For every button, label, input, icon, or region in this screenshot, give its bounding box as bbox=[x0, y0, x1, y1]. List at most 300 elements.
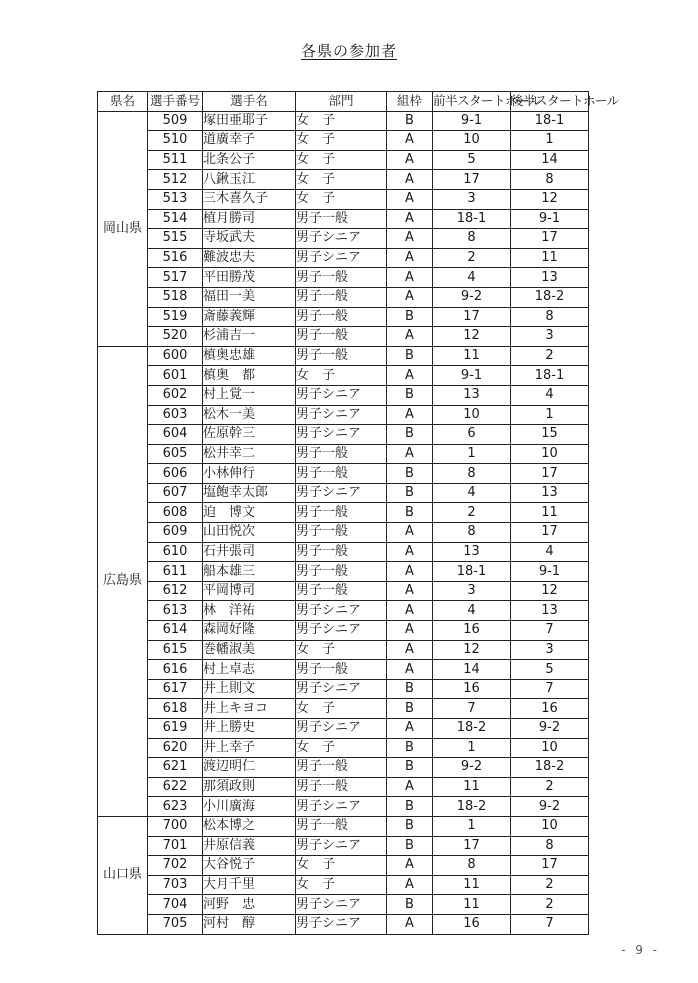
table-row bbox=[98, 483, 589, 503]
player-name-cell: 槙奥 都 bbox=[203, 366, 296, 386]
player-name-cell: 村上覚一 bbox=[203, 385, 296, 405]
player-name-cell: 松本博之 bbox=[203, 816, 296, 836]
player-no-cell: 609 bbox=[148, 523, 203, 543]
group-cell: B bbox=[387, 307, 433, 327]
first-half-start-cell: 17 bbox=[433, 836, 511, 856]
table-row bbox=[98, 405, 589, 425]
second-half-start-cell: 10 bbox=[511, 738, 589, 758]
division-cell: 男子一般 bbox=[296, 464, 387, 484]
group-cell: B bbox=[387, 797, 433, 817]
second-half-start-cell: 8 bbox=[511, 836, 589, 856]
player-no-cell: 603 bbox=[148, 405, 203, 425]
group-cell: A bbox=[387, 287, 433, 307]
division-cell: 男子シニア bbox=[296, 895, 387, 915]
division-cell: 女 子 bbox=[296, 738, 387, 758]
first-half-start-cell: 18-1 bbox=[433, 209, 511, 229]
table-row bbox=[98, 816, 589, 836]
division-cell: 男子一般 bbox=[296, 758, 387, 778]
player-name-cell: 道廣幸子 bbox=[203, 131, 296, 151]
player-name-cell: 三木喜久子 bbox=[203, 189, 296, 209]
first-half-start-cell: 13 bbox=[433, 385, 511, 405]
table-row bbox=[98, 679, 589, 699]
group-cell: A bbox=[387, 542, 433, 562]
player-name-cell: 那須政則 bbox=[203, 777, 296, 797]
player-name-cell: 河村 醇 bbox=[203, 914, 296, 934]
group-cell: B bbox=[387, 464, 433, 484]
table-row bbox=[98, 209, 589, 229]
player-no-cell: 703 bbox=[148, 875, 203, 895]
table-row bbox=[98, 503, 589, 523]
table-row bbox=[98, 895, 589, 915]
player-name-cell: 松木一美 bbox=[203, 405, 296, 425]
player-name-cell: 石井張司 bbox=[203, 542, 296, 562]
division-cell: 男子一般 bbox=[296, 542, 387, 562]
group-cell: B bbox=[387, 758, 433, 778]
division-cell: 男子シニア bbox=[296, 229, 387, 249]
player-no-cell: 520 bbox=[148, 327, 203, 347]
table-row bbox=[98, 131, 589, 151]
second-half-start-cell: 7 bbox=[511, 679, 589, 699]
player-no-cell: 600 bbox=[148, 346, 203, 366]
player-no-cell: 618 bbox=[148, 699, 203, 719]
table-row bbox=[98, 640, 589, 660]
group-cell: A bbox=[387, 777, 433, 797]
player-name-cell: 佐原幹三 bbox=[203, 425, 296, 445]
group-cell: A bbox=[387, 229, 433, 249]
second-half-start-cell: 18-2 bbox=[511, 287, 589, 307]
division-cell: 男子一般 bbox=[296, 816, 387, 836]
first-half-start-cell: 10 bbox=[433, 131, 511, 151]
second-half-start-cell: 13 bbox=[511, 268, 589, 288]
player-no-cell: 705 bbox=[148, 914, 203, 934]
player-name-cell: 船本雄三 bbox=[203, 562, 296, 582]
second-half-start-cell: 10 bbox=[511, 816, 589, 836]
group-cell: B bbox=[387, 738, 433, 758]
table-row bbox=[98, 111, 589, 131]
division-cell: 女 子 bbox=[296, 875, 387, 895]
second-half-start-cell: 15 bbox=[511, 425, 589, 445]
player-no-cell: 700 bbox=[148, 816, 203, 836]
division-cell: 男子一般 bbox=[296, 777, 387, 797]
division-cell: 男子一般 bbox=[296, 209, 387, 229]
group-cell: B bbox=[387, 836, 433, 856]
table-body bbox=[98, 111, 589, 934]
table-row bbox=[98, 542, 589, 562]
table-row bbox=[98, 719, 589, 739]
table-row bbox=[98, 170, 589, 190]
table-row bbox=[98, 581, 589, 601]
first-half-start-cell: 18-1 bbox=[433, 562, 511, 582]
group-cell: A bbox=[387, 719, 433, 739]
division-cell: 男子一般 bbox=[296, 444, 387, 464]
second-half-start-cell: 18-1 bbox=[511, 111, 589, 131]
table-row bbox=[98, 366, 589, 386]
table-row bbox=[98, 464, 589, 484]
table-row bbox=[98, 621, 589, 641]
group-cell: A bbox=[387, 150, 433, 170]
group-cell: A bbox=[387, 856, 433, 876]
second-half-start-cell: 8 bbox=[511, 170, 589, 190]
document-title: 各県の参加者 bbox=[300, 42, 397, 60]
first-half-start-cell: 11 bbox=[433, 895, 511, 915]
player-no-cell: 517 bbox=[148, 268, 203, 288]
header-division: 部門 bbox=[296, 92, 387, 112]
first-half-start-cell: 8 bbox=[433, 856, 511, 876]
second-half-start-cell: 1 bbox=[511, 405, 589, 425]
table-row bbox=[98, 189, 589, 209]
first-half-start-cell: 12 bbox=[433, 640, 511, 660]
division-cell: 男子一般 bbox=[296, 287, 387, 307]
player-name-cell: 大谷悦子 bbox=[203, 856, 296, 876]
player-no-cell: 704 bbox=[148, 895, 203, 915]
player-name-cell: 塚田亜耶子 bbox=[203, 111, 296, 131]
table-row bbox=[98, 385, 589, 405]
player-name-cell: 迫 博文 bbox=[203, 503, 296, 523]
player-name-cell: 平岡博司 bbox=[203, 581, 296, 601]
division-cell: 男子シニア bbox=[296, 601, 387, 621]
division-cell: 男子一般 bbox=[296, 660, 387, 680]
second-half-start-cell: 17 bbox=[511, 856, 589, 876]
table-row bbox=[98, 758, 589, 778]
second-half-start-cell: 18-1 bbox=[511, 366, 589, 386]
group-cell: A bbox=[387, 170, 433, 190]
division-cell: 女 子 bbox=[296, 170, 387, 190]
first-half-start-cell: 8 bbox=[433, 229, 511, 249]
group-cell: A bbox=[387, 562, 433, 582]
division-cell: 女 子 bbox=[296, 856, 387, 876]
second-half-start-cell: 13 bbox=[511, 601, 589, 621]
group-cell: A bbox=[387, 875, 433, 895]
second-half-start-cell: 2 bbox=[511, 777, 589, 797]
first-half-start-cell: 13 bbox=[433, 542, 511, 562]
second-half-start-cell: 17 bbox=[511, 229, 589, 249]
player-name-cell: 山田悦次 bbox=[203, 523, 296, 543]
first-half-start-cell: 18-2 bbox=[433, 719, 511, 739]
division-cell: 男子シニア bbox=[296, 405, 387, 425]
player-no-cell: 512 bbox=[148, 170, 203, 190]
player-no-cell: 514 bbox=[148, 209, 203, 229]
table-row bbox=[98, 444, 589, 464]
second-half-start-cell: 12 bbox=[511, 581, 589, 601]
table-row bbox=[98, 425, 589, 445]
division-cell: 男子シニア bbox=[296, 385, 387, 405]
player-name-cell: 北条公子 bbox=[203, 150, 296, 170]
first-half-start-cell: 11 bbox=[433, 346, 511, 366]
player-name-cell: 槙奥忠雄 bbox=[203, 346, 296, 366]
table-row bbox=[98, 777, 589, 797]
participants-table bbox=[97, 91, 619, 935]
player-name-cell: 塩飽幸太郎 bbox=[203, 483, 296, 503]
division-cell: 男子シニア bbox=[296, 836, 387, 856]
first-half-start-cell: 17 bbox=[433, 307, 511, 327]
division-cell: 男子一般 bbox=[296, 307, 387, 327]
table-row bbox=[98, 836, 589, 856]
header-second-half-start: 後半スタートホール bbox=[511, 92, 589, 112]
group-cell: A bbox=[387, 621, 433, 641]
group-cell: A bbox=[387, 327, 433, 347]
table-row bbox=[98, 699, 589, 719]
group-cell: A bbox=[387, 366, 433, 386]
player-no-cell: 608 bbox=[148, 503, 203, 523]
group-cell: A bbox=[387, 131, 433, 151]
group-cell: B bbox=[387, 816, 433, 836]
group-cell: B bbox=[387, 895, 433, 915]
second-half-start-cell: 9-2 bbox=[511, 797, 589, 817]
prefecture-cell: 山口県 bbox=[98, 816, 148, 934]
player-no-cell: 623 bbox=[148, 797, 203, 817]
player-no-cell: 701 bbox=[148, 836, 203, 856]
player-name-cell: 井上キヨコ bbox=[203, 699, 296, 719]
second-half-start-cell: 12 bbox=[511, 189, 589, 209]
player-name-cell: 平田勝茂 bbox=[203, 268, 296, 288]
second-half-start-cell: 5 bbox=[511, 660, 589, 680]
player-no-cell: 614 bbox=[148, 621, 203, 641]
second-half-start-cell: 9-2 bbox=[511, 719, 589, 739]
division-cell: 男子一般 bbox=[296, 581, 387, 601]
group-cell: A bbox=[387, 914, 433, 934]
division-cell: 女 子 bbox=[296, 699, 387, 719]
division-cell: 女 子 bbox=[296, 189, 387, 209]
first-half-start-cell: 17 bbox=[433, 170, 511, 190]
header-group: 組枠 bbox=[387, 92, 433, 112]
division-cell: 女 子 bbox=[296, 131, 387, 151]
table-row bbox=[98, 327, 589, 347]
player-name-cell: 大月千里 bbox=[203, 875, 296, 895]
player-no-cell: 610 bbox=[148, 542, 203, 562]
group-cell: A bbox=[387, 581, 433, 601]
second-half-start-cell: 3 bbox=[511, 640, 589, 660]
division-cell: 男子シニア bbox=[296, 797, 387, 817]
prefecture-cell: 岡山県 bbox=[98, 111, 148, 346]
division-cell: 男子シニア bbox=[296, 679, 387, 699]
second-half-start-cell: 16 bbox=[511, 699, 589, 719]
division-cell: 男子一般 bbox=[296, 523, 387, 543]
player-name-cell: 八鍬玉江 bbox=[203, 170, 296, 190]
first-half-start-cell: 9-2 bbox=[433, 287, 511, 307]
player-name-cell: 難波忠夫 bbox=[203, 248, 296, 268]
player-no-cell: 509 bbox=[148, 111, 203, 131]
table-row bbox=[98, 562, 589, 582]
player-no-cell: 601 bbox=[148, 366, 203, 386]
player-name-cell: 福田一美 bbox=[203, 287, 296, 307]
first-half-start-cell: 18-2 bbox=[433, 797, 511, 817]
second-half-start-cell: 8 bbox=[511, 307, 589, 327]
table-row bbox=[98, 346, 589, 366]
group-cell: A bbox=[387, 523, 433, 543]
first-half-start-cell: 11 bbox=[433, 875, 511, 895]
player-no-cell: 702 bbox=[148, 856, 203, 876]
second-half-start-cell: 9-1 bbox=[511, 562, 589, 582]
division-cell: 男子一般 bbox=[296, 327, 387, 347]
division-cell: 男子一般 bbox=[296, 503, 387, 523]
second-half-start-cell: 17 bbox=[511, 464, 589, 484]
player-no-cell: 607 bbox=[148, 483, 203, 503]
first-half-start-cell: 16 bbox=[433, 914, 511, 934]
group-cell: A bbox=[387, 640, 433, 660]
player-no-cell: 606 bbox=[148, 464, 203, 484]
player-name-cell: 井上幸子 bbox=[203, 738, 296, 758]
first-half-start-cell: 4 bbox=[433, 483, 511, 503]
first-half-start-cell: 16 bbox=[433, 679, 511, 699]
division-cell: 男子一般 bbox=[296, 346, 387, 366]
first-half-start-cell: 11 bbox=[433, 777, 511, 797]
second-half-start-cell: 4 bbox=[511, 542, 589, 562]
group-cell: B bbox=[387, 699, 433, 719]
player-name-cell: 井原信義 bbox=[203, 836, 296, 856]
second-half-start-cell: 2 bbox=[511, 346, 589, 366]
second-half-start-cell: 9-1 bbox=[511, 209, 589, 229]
group-cell: B bbox=[387, 385, 433, 405]
first-half-start-cell: 14 bbox=[433, 660, 511, 680]
group-cell: A bbox=[387, 248, 433, 268]
player-name-cell: 植月勝司 bbox=[203, 209, 296, 229]
player-name-cell: 村上卓志 bbox=[203, 660, 296, 680]
player-name-cell: 巻幡淑美 bbox=[203, 640, 296, 660]
second-half-start-cell: 11 bbox=[511, 248, 589, 268]
player-no-cell: 516 bbox=[148, 248, 203, 268]
table-row bbox=[98, 229, 589, 249]
group-cell: B bbox=[387, 503, 433, 523]
player-no-cell: 620 bbox=[148, 738, 203, 758]
player-no-cell: 617 bbox=[148, 679, 203, 699]
player-no-cell: 510 bbox=[148, 131, 203, 151]
player-no-cell: 515 bbox=[148, 229, 203, 249]
player-no-cell: 622 bbox=[148, 777, 203, 797]
table-row bbox=[98, 307, 589, 327]
first-half-start-cell: 1 bbox=[433, 444, 511, 464]
player-name-cell: 小林伸行 bbox=[203, 464, 296, 484]
player-name-cell: 渡辺明仁 bbox=[203, 758, 296, 778]
second-half-start-cell: 18-2 bbox=[511, 758, 589, 778]
prefecture-cell: 広島県 bbox=[98, 346, 148, 816]
group-cell: B bbox=[387, 346, 433, 366]
first-half-start-cell: 2 bbox=[433, 503, 511, 523]
second-half-start-cell: 1 bbox=[511, 131, 589, 151]
division-cell: 男子シニア bbox=[296, 621, 387, 641]
group-cell: A bbox=[387, 405, 433, 425]
player-no-cell: 513 bbox=[148, 189, 203, 209]
division-cell: 男子シニア bbox=[296, 248, 387, 268]
second-half-start-cell: 10 bbox=[511, 444, 589, 464]
player-no-cell: 518 bbox=[148, 287, 203, 307]
header-row bbox=[98, 92, 589, 112]
group-cell: A bbox=[387, 189, 433, 209]
second-half-start-cell: 7 bbox=[511, 914, 589, 934]
player-name-cell: 小川廣海 bbox=[203, 797, 296, 817]
division-cell: 男子一般 bbox=[296, 268, 387, 288]
division-cell: 男子シニア bbox=[296, 425, 387, 445]
player-name-cell: 杉浦吉一 bbox=[203, 327, 296, 347]
division-cell: 女 子 bbox=[296, 111, 387, 131]
player-no-cell: 615 bbox=[148, 640, 203, 660]
player-no-cell: 519 bbox=[148, 307, 203, 327]
table-row bbox=[98, 856, 589, 876]
player-name-cell: 井上則文 bbox=[203, 679, 296, 699]
header-first-half-start: 前半スタートホール bbox=[433, 92, 511, 112]
table-row bbox=[98, 914, 589, 934]
first-half-start-cell: 3 bbox=[433, 189, 511, 209]
first-half-start-cell: 10 bbox=[433, 405, 511, 425]
group-cell: A bbox=[387, 268, 433, 288]
player-name-cell: 松井幸二 bbox=[203, 444, 296, 464]
division-cell: 男子シニア bbox=[296, 483, 387, 503]
division-cell: 男子シニア bbox=[296, 914, 387, 934]
table-row bbox=[98, 150, 589, 170]
player-no-cell: 612 bbox=[148, 581, 203, 601]
page-number: - 9 - bbox=[621, 943, 660, 957]
player-name-cell: 森岡好隆 bbox=[203, 621, 296, 641]
first-half-start-cell: 5 bbox=[433, 150, 511, 170]
player-no-cell: 605 bbox=[148, 444, 203, 464]
division-cell: 女 子 bbox=[296, 640, 387, 660]
header-player-no: 選手番号 bbox=[148, 92, 203, 112]
player-name-cell: 林 洋祐 bbox=[203, 601, 296, 621]
first-half-start-cell: 2 bbox=[433, 248, 511, 268]
group-cell: A bbox=[387, 444, 433, 464]
table-row bbox=[98, 287, 589, 307]
player-name-cell: 斎藤義輝 bbox=[203, 307, 296, 327]
group-cell: B bbox=[387, 679, 433, 699]
first-half-start-cell: 12 bbox=[433, 327, 511, 347]
player-no-cell: 616 bbox=[148, 660, 203, 680]
player-no-cell: 619 bbox=[148, 719, 203, 739]
first-half-start-cell: 8 bbox=[433, 523, 511, 543]
player-no-cell: 604 bbox=[148, 425, 203, 445]
division-cell: 男子シニア bbox=[296, 719, 387, 739]
first-half-start-cell: 9-1 bbox=[433, 366, 511, 386]
table-row bbox=[98, 738, 589, 758]
player-name-cell: 寺坂武夫 bbox=[203, 229, 296, 249]
player-no-cell: 511 bbox=[148, 150, 203, 170]
division-cell: 女 子 bbox=[296, 150, 387, 170]
second-half-start-cell: 3 bbox=[511, 327, 589, 347]
first-half-start-cell: 1 bbox=[433, 738, 511, 758]
group-cell: B bbox=[387, 483, 433, 503]
table-row bbox=[98, 523, 589, 543]
player-no-cell: 611 bbox=[148, 562, 203, 582]
division-cell: 女 子 bbox=[296, 366, 387, 386]
header-prefecture: 県名 bbox=[98, 92, 148, 112]
division-cell: 男子一般 bbox=[296, 562, 387, 582]
second-half-start-cell: 17 bbox=[511, 523, 589, 543]
first-half-start-cell: 16 bbox=[433, 621, 511, 641]
group-cell: A bbox=[387, 209, 433, 229]
first-half-start-cell: 9-2 bbox=[433, 758, 511, 778]
player-name-cell: 井上勝史 bbox=[203, 719, 296, 739]
header-player-name: 選手名 bbox=[203, 92, 296, 112]
second-half-start-cell: 13 bbox=[511, 483, 589, 503]
table-row bbox=[98, 268, 589, 288]
second-half-start-cell: 7 bbox=[511, 621, 589, 641]
group-cell: A bbox=[387, 660, 433, 680]
first-half-start-cell: 9-1 bbox=[433, 111, 511, 131]
first-half-start-cell: 3 bbox=[433, 581, 511, 601]
second-half-start-cell: 2 bbox=[511, 875, 589, 895]
second-half-start-cell: 14 bbox=[511, 150, 589, 170]
player-name-cell: 河野 忠 bbox=[203, 895, 296, 915]
second-half-start-cell: 4 bbox=[511, 385, 589, 405]
table-row bbox=[98, 248, 589, 268]
second-half-start-cell: 11 bbox=[511, 503, 589, 523]
table-row bbox=[98, 797, 589, 817]
group-cell: B bbox=[387, 425, 433, 445]
group-cell: B bbox=[387, 111, 433, 131]
player-no-cell: 621 bbox=[148, 758, 203, 778]
first-half-start-cell: 1 bbox=[433, 816, 511, 836]
first-half-start-cell: 7 bbox=[433, 699, 511, 719]
second-half-start-cell: 2 bbox=[511, 895, 589, 915]
first-half-start-cell: 4 bbox=[433, 268, 511, 288]
